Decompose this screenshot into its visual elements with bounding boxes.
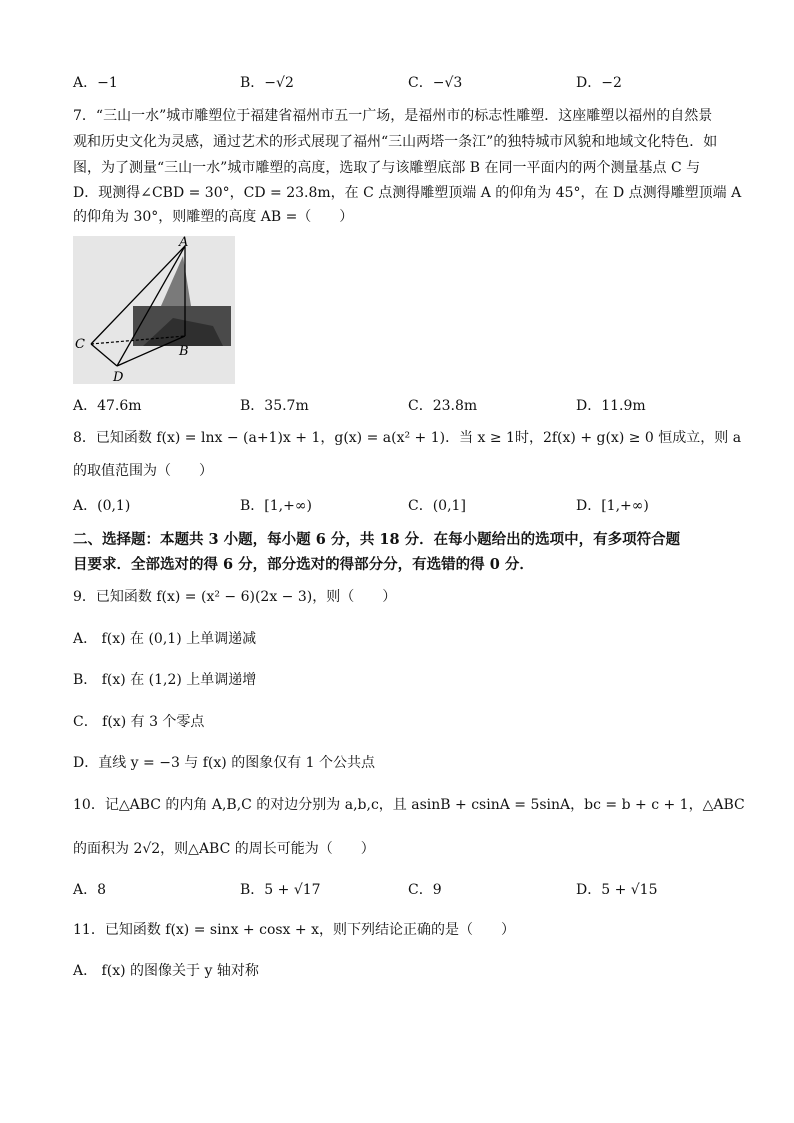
q7-line-1: 7．“三山一水”城市雕塑位于福建省福州市五一广场，是福州市的标志性雕塑．这座雕塑以福州的自然景: [73, 108, 713, 124]
q7-option-d: D．11.9m: [576, 398, 646, 414]
q9-option-a: A． f(x) 在 (0,1) 上单调递减: [73, 631, 257, 647]
q6-option-c: C．−√3: [408, 75, 463, 91]
q10-option-b: B．5 + √17: [240, 882, 321, 898]
q8-option-a: A．(0,1): [73, 498, 131, 514]
sculpture-figure: [73, 236, 235, 384]
q10-line-2: 的面积为 2√2，则△ABC 的周长可能为（ ）: [73, 841, 375, 857]
q10-option-d: D．5 + √15: [576, 882, 658, 898]
q7-line-4: D．现测得∠CBD = 30°，CD = 23.8m，在 C 点测得雕塑顶端 A 的仰角为 45°，在 D 点测得雕塑顶端 A: [73, 185, 742, 201]
q10-option-c: C．9: [408, 882, 442, 898]
q6-option-b: B．−√2: [240, 75, 294, 91]
q8-option-d: D．[1,+∞): [576, 498, 649, 514]
q9-option-c: C． f(x) 有 3 个零点: [73, 714, 205, 730]
label-c: C: [75, 337, 85, 352]
q8-option-c: C．(0,1]: [408, 498, 466, 514]
q7-line-5: 的仰角为 30°，则雕塑的高度 AB =（ ）: [73, 209, 354, 225]
q10-line-1: 10．记△ABC 的内角 A,B,C 的对边分别为 a,b,c，且 asinB + csinA = 5sinA，bc = b + c + 1，△ABC: [73, 797, 745, 813]
q7-line-2: 观和历史文化为灵感，通过艺术的形式展现了福州“三山两塔一条江”的独特城市风貌和地域文化特色．如: [73, 134, 718, 150]
q7-option-b: B．35.7m: [240, 398, 309, 414]
section2-heading-line-2: 目要求．全部选对的得 6 分，部分选对的得部分分，有选错的得 0 分．: [73, 556, 534, 573]
label-d: D: [113, 370, 124, 384]
q6-option-d: D．−2: [576, 75, 622, 91]
q7-option-a: A．47.6m: [73, 398, 142, 414]
label-b: B: [179, 344, 189, 359]
q9-option-b: B． f(x) 在 (1,2) 上单调递增: [73, 672, 257, 688]
q11-option-a: A． f(x) 的图像关于 y 轴对称: [73, 963, 259, 979]
q11-stem: 11．已知函数 f(x) = sinx + cosx + x，则下列结论正确的是（ ）: [73, 922, 515, 938]
q6-option-a: A．−1: [73, 75, 118, 91]
q9-option-d: D．直线 y = −3 与 f(x) 的图象仅有 1 个公共点: [73, 755, 376, 771]
q8-line-1: 8．已知函数 f(x) = lnx − (a+1)x + 1，g(x) = a(x² + 1)．当 x ≥ 1时，2f(x) + g(x) ≥ 0 恒成立，则 a: [73, 430, 742, 446]
sculpture-diagram: [73, 236, 235, 384]
q8-line-2: 的取值范围为（ ）: [73, 463, 213, 479]
q10-option-a: A．8: [73, 882, 107, 898]
q7-option-c: C．23.8m: [408, 398, 478, 414]
label-a: A: [179, 236, 189, 250]
q8-option-b: B．[1,+∞): [240, 498, 312, 514]
q7-line-3: 图，为了测量“三山一水”城市雕塑的高度，选取了与该雕塑底部 B 在同一平面内的两个测量基点 C 与: [73, 160, 701, 176]
section2-heading-line-1: 二、选择题：本题共 3 小题，每小题 6 分，共 18 分．在每小题给出的选项中，有多项符合题: [73, 531, 681, 548]
q9-stem: 9．已知函数 f(x) = (x² − 6)(2x − 3)，则（ ）: [73, 589, 397, 605]
